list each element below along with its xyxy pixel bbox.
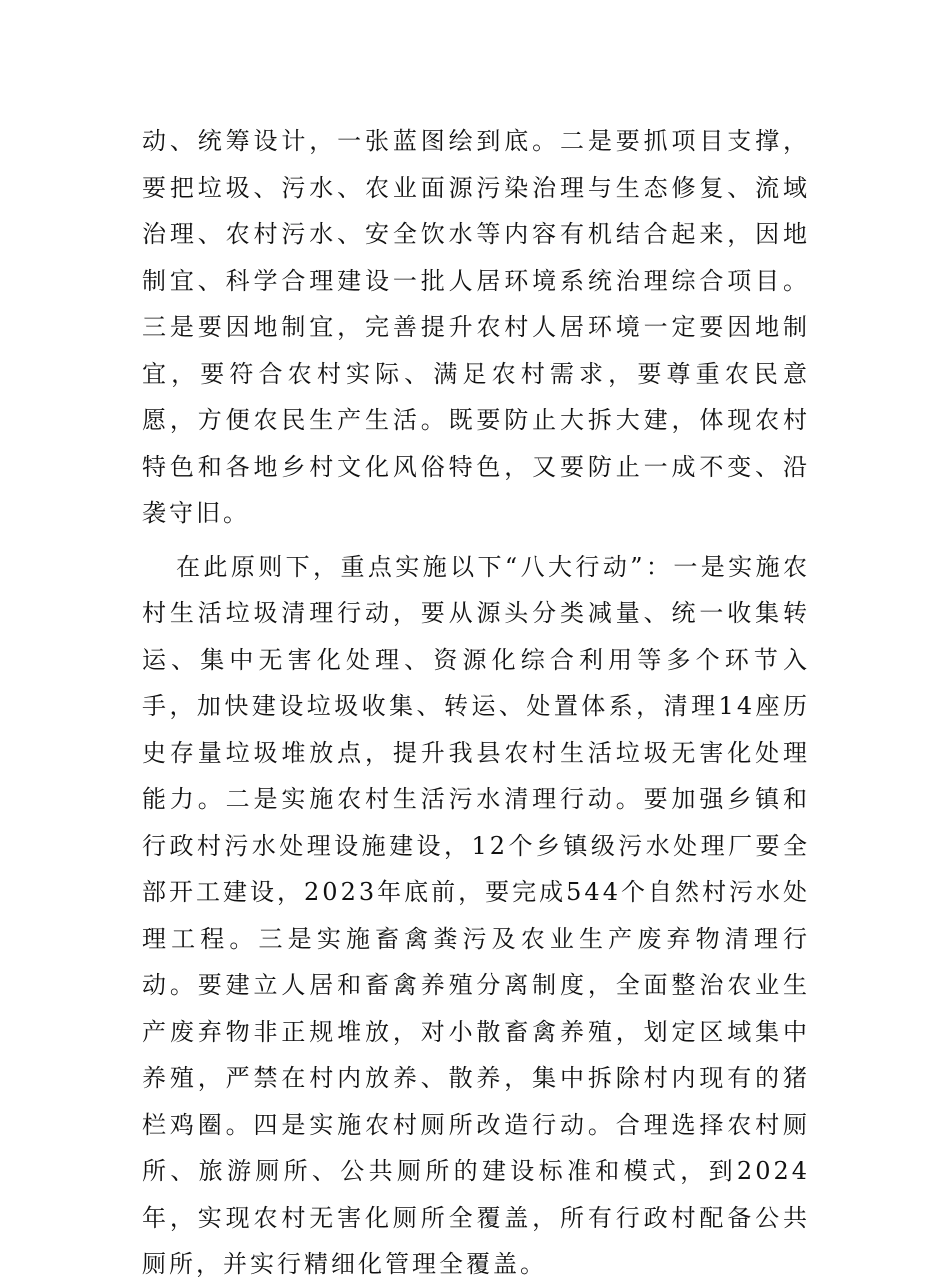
text-line: 严禁在村内放养、散养，集中拆除村内现有的猪栏鸡圈。四是 [142, 1064, 810, 1139]
text-line: 覆盖，所有行政村配备公共厕所，并实行精细化管理全覆盖。 [142, 1203, 811, 1278]
text-line: 实施农村厕所改造行动。合理选择农村厕所、旅游厕所、公共 [142, 1110, 811, 1185]
text-line: 变、沿袭守旧。 [142, 452, 811, 527]
text-line: 水、安全饮水等内容有机结合起来，因地制宜、科学合理建设 [142, 220, 811, 295]
text-line: 一批人居环境系统治理综合项目。三是要因地制宜，完善提升 [142, 266, 811, 341]
text-line: 生活垃圾清理行动，要从源头分类减量、统一收集转运、集中 [142, 599, 811, 674]
text-line: 动、统筹设计，一张蓝图绘到底。二是要抓项目支撑，要把垃 [142, 127, 810, 202]
text-line: 圾、污水、农业面源污染治理与生态修复、流域治理、农村污 [142, 173, 810, 248]
paragraph-1 [142, 118, 810, 537]
text-line: 清理行动。要建立人居和畜禽养殖分离制度，全面整治农业生 [142, 924, 811, 999]
text-line: 个自然村污水处理工程。三是实施畜禽粪污及农业生产废弃物 [142, 878, 811, 953]
text-line: 升我县农村生活垃圾无害化处理能力。二是实施农村生活污水 [142, 738, 811, 813]
text-line: 在此原则下，重点实施以下“八大行动”：一是实施农村 [142, 552, 810, 627]
text-line: 无害化处理、资源化综合利用等多个环节入手，加快建设垃圾 [142, 645, 810, 720]
text-line: 收集、转运、处置体系，清理14座历史存量垃圾堆放点，提 [142, 692, 810, 767]
paragraph-2 [142, 544, 810, 1288]
text-line: 产废弃物非正规堆放，对小散畜禽养殖，划定区域集中养殖， [142, 1017, 810, 1092]
text-line: 清理行动。要加强乡镇和行政村污水处理设施建设，12个乡 [142, 785, 811, 860]
text-line: 厕所的建设标准和模式，到2024年，实现农村无害化厕所全 [142, 1157, 811, 1232]
paragraph-gap [142, 537, 810, 544]
text-line: 建，体现农村特色和各地乡村文化风俗特色，又要防止一成不 [142, 406, 811, 481]
text-line: 镇级污水处理厂要全部开工建设，2023年底前，要完成544 [142, 831, 810, 906]
text-line: 求，要尊重农民意愿，方便农民生产生活。既要防止大拆大 [142, 359, 811, 434]
document-body [142, 118, 810, 1288]
text-line: 农村人居环境一定要因地制宜，要符合农村实际、满足农村需 [142, 313, 811, 388]
